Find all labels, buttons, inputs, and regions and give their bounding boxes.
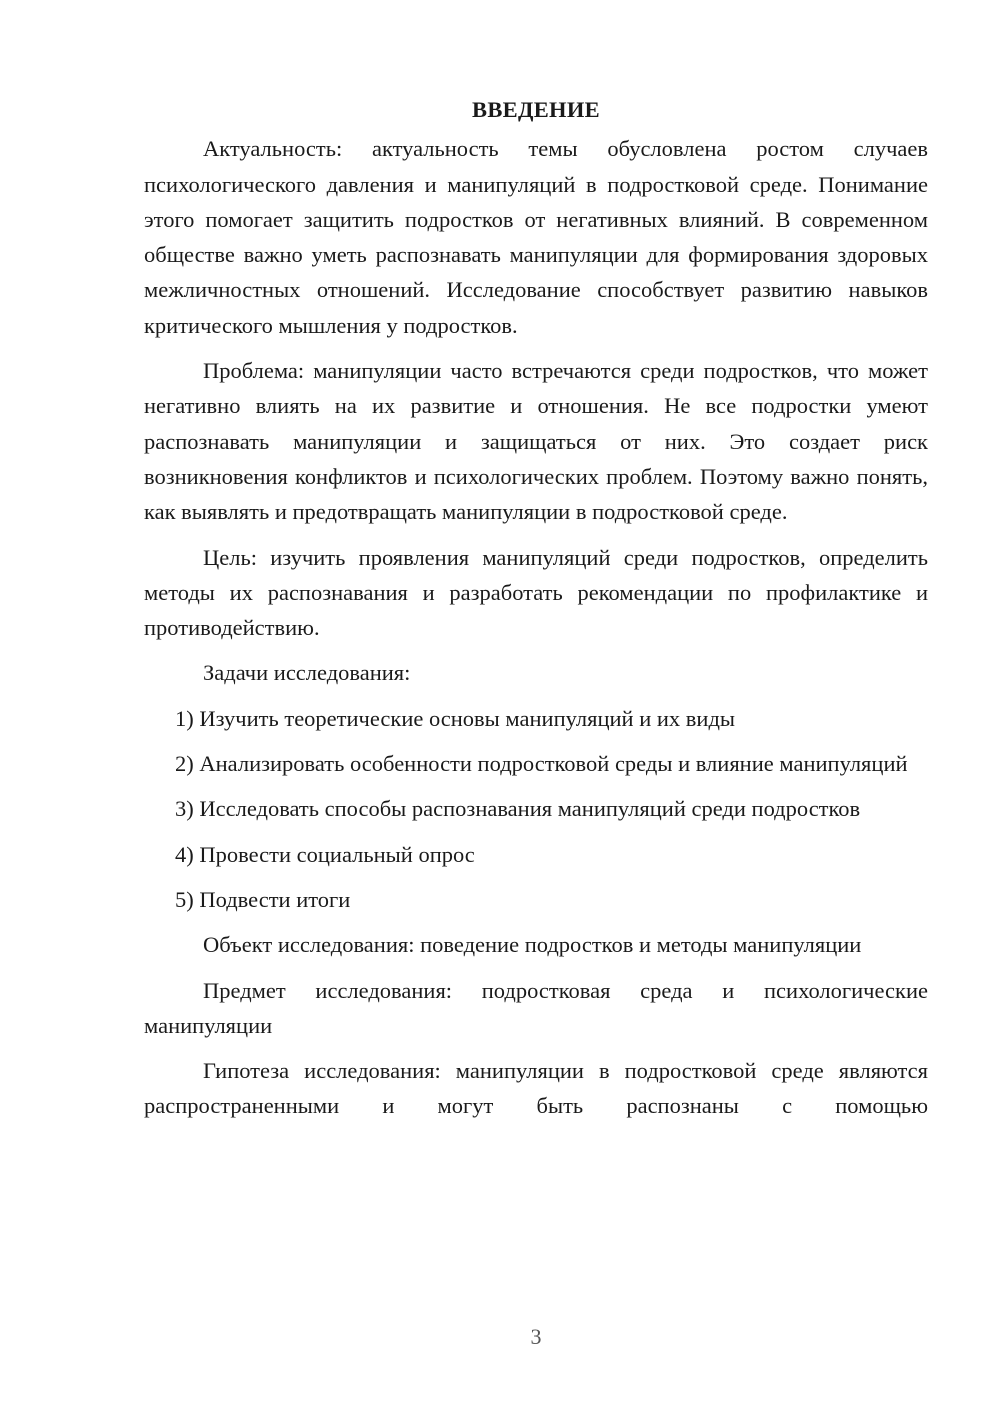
- tasks-heading: Задачи исследования:: [203, 660, 411, 686]
- paragraph-goal: Цель: изучить проявления манипуляций среди подростков, определить методы их распознавания и разработать рекомендации по профилактике и противодействию.: [144, 544, 928, 641]
- section-heading: ВВЕДЕНИЕ: [472, 97, 600, 122]
- paragraph-hypothesis: Гипотеза исследования: манипуляции в подростковой среде являются распространенными и могут быть распознаны с помощью: [144, 1058, 928, 1119]
- document-page: [144, 92, 928, 1134]
- task-item: 4) Провести социальный опрос: [175, 841, 475, 867]
- paragraph-subject: Предмет исследования: подростковая среда и психологические манипуляции: [144, 977, 928, 1038]
- paragraph-object: Объект исследования: поведение подростков и методы манипуляции: [203, 932, 862, 958]
- task-item: 5) Подвести итоги: [175, 886, 351, 912]
- page-number: 3: [530, 1324, 542, 1349]
- task-item: 3) Исследовать способы распознавания манипуляций среди подростков: [175, 796, 861, 822]
- paragraph-relevance: Актуальность: актуальность темы обусловлена ростом случаев психологического давления и манипуляций в подростковой среде. Понимание этого помогает защитить подростков от негативных влияний. В современном обществе важно уметь распознавать манипуляции для формирования здоровых межличностных отношений. Исследование способствует развитию навыков критического мышления у подростков.: [144, 136, 928, 338]
- task-item: 1) Изучить теоретические основы манипуляций и их виды: [175, 705, 736, 731]
- paragraph-problem: Проблема: манипуляции часто встречаются среди подростков, что может негативно влиять на их развитие и отношения. Не все подростки умеют распознавать манипуляции и защищаться от них. Это создает риск возникновения конфликтов и психологических проблем. Поэтому важно понять, как выявлять и предотвращать манипуляции в подростковой среде.: [144, 358, 928, 525]
- task-item: 2) Анализировать особенности подростковой среды и влияние манипуляций: [175, 751, 908, 777]
